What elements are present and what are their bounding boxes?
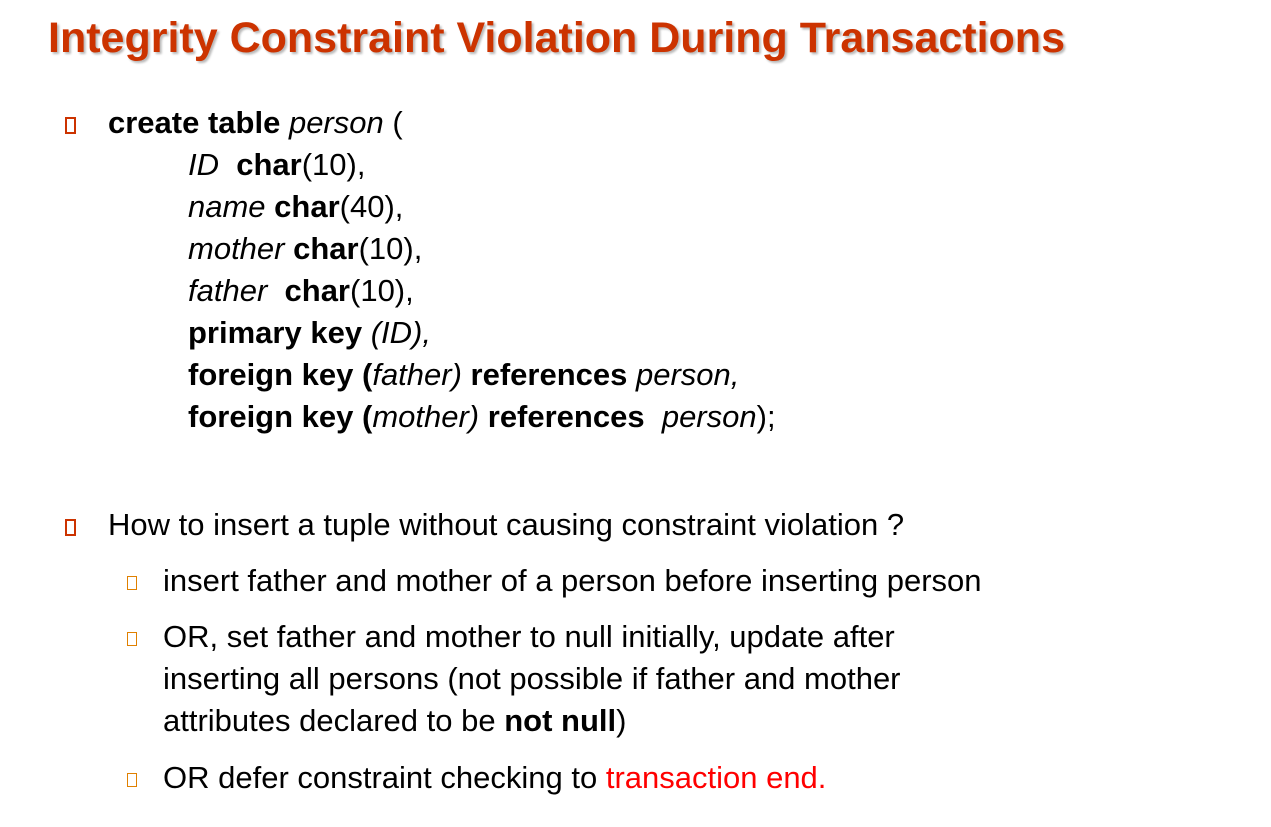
open-paren: (	[383, 105, 403, 140]
option-null-then-update-line2: inserting all persons (not possible if father and mother	[163, 661, 901, 696]
sql-column-id	[188, 146, 365, 184]
close-paren: );	[756, 399, 776, 434]
sql-primary-key	[188, 314, 431, 352]
sql-foreign-key-mother	[188, 398, 776, 436]
option-defer-checking	[163, 759, 826, 797]
column-size: (10),	[301, 147, 366, 182]
option-text: OR defer constraint checking to	[163, 760, 606, 795]
option-text: )	[616, 703, 627, 738]
option-null-then-update-line3	[163, 702, 626, 740]
referenced-table: person,	[636, 357, 740, 392]
column-name: ID	[188, 147, 219, 182]
option-null-then-update-line1: OR, set father and mother to null initially, update after	[163, 619, 895, 654]
option-insert-parents-first: insert father and mother of a person before inserting person	[163, 563, 982, 598]
sql-column-father	[188, 272, 414, 310]
sql-create-line	[108, 104, 403, 142]
key-argument: mother)	[372, 399, 480, 434]
sql-keyword: primary key	[188, 315, 363, 350]
slide-title: Integrity Constraint Violation During Transactions	[48, 14, 1065, 62]
sub-bullet-square-icon	[127, 632, 137, 646]
not-null-keyword: not null	[504, 703, 617, 738]
sql-keyword: references	[461, 357, 636, 392]
sql-keyword: foreign key (	[188, 399, 373, 434]
column-size: (10),	[358, 231, 423, 266]
referenced-table: person	[661, 399, 757, 434]
column-name: mother	[188, 231, 285, 266]
column-size: (10),	[350, 273, 414, 308]
question-text: How to insert a tuple without causing constraint violation ?	[108, 507, 905, 542]
column-type: char	[274, 189, 340, 224]
column-name: father	[188, 273, 268, 308]
sql-foreign-key-father	[188, 356, 739, 394]
sub-bullet-square-icon	[127, 576, 137, 590]
sql-keyword: foreign key (	[188, 357, 373, 392]
sql-column-name	[188, 188, 403, 226]
key-argument: father)	[372, 357, 462, 392]
key-argument: (ID),	[370, 315, 431, 350]
transaction-end-highlight: transaction end.	[605, 760, 827, 795]
bullet-square-icon	[65, 519, 76, 536]
column-type: char	[284, 273, 350, 308]
column-type: char	[236, 147, 302, 182]
sql-keyword: references	[479, 399, 654, 434]
sub-bullet-square-icon	[127, 773, 137, 787]
column-size: (40),	[339, 189, 404, 224]
bullet-square-icon	[65, 117, 76, 134]
column-type: char	[293, 231, 359, 266]
table-name: person	[288, 105, 384, 140]
sql-column-mother	[188, 230, 422, 268]
column-name: name	[188, 189, 266, 224]
sql-keyword: create table	[108, 105, 281, 140]
option-text: attributes declared to be	[163, 703, 505, 738]
